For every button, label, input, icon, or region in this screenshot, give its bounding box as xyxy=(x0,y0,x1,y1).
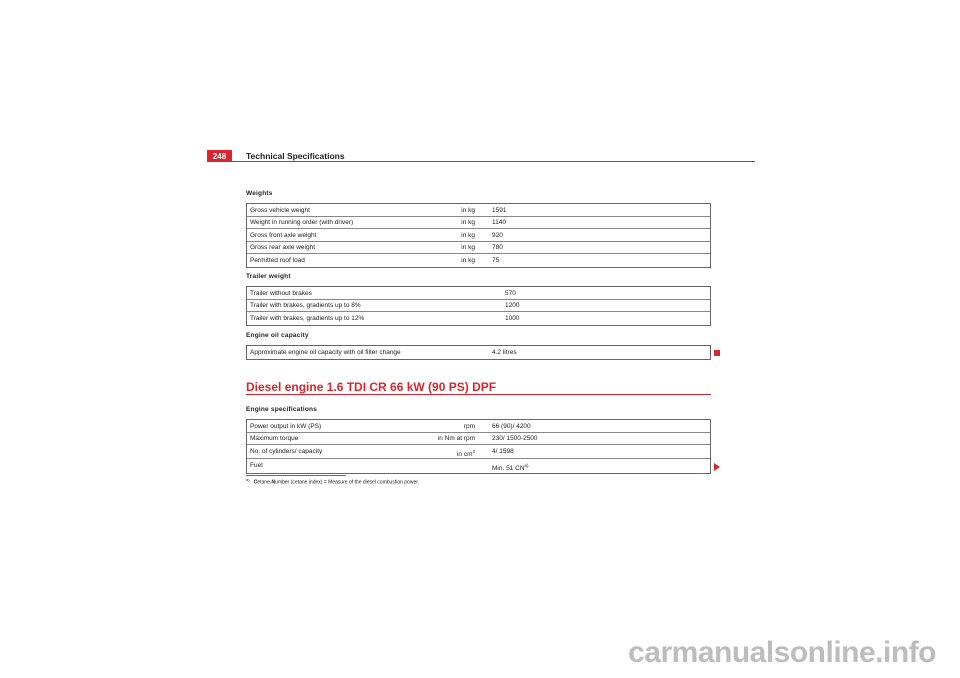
engine-table xyxy=(246,419,711,474)
row-value: 1000 xyxy=(505,314,520,322)
table-row xyxy=(247,217,710,230)
row-value xyxy=(492,463,529,472)
row-value: 570 xyxy=(505,289,516,297)
section-title: Technical Specifications xyxy=(246,151,345,161)
row-value: 1140 xyxy=(492,219,506,226)
value-text: Min. 51 CN xyxy=(492,465,525,473)
row-value: 66 (90)/ 4200 xyxy=(492,422,531,430)
row-label: Gross rear axle weight xyxy=(250,244,316,251)
footnote-etane: etane- xyxy=(257,479,272,486)
row-unit xyxy=(457,449,475,458)
footnote-marker: a) xyxy=(246,477,250,482)
row-label: Gross vehicle weight xyxy=(250,206,310,214)
oil-table xyxy=(246,345,711,360)
trailer-heading: Trailer weight xyxy=(246,273,291,280)
row-value: 920 xyxy=(492,231,503,239)
row-unit: in kg xyxy=(461,206,475,214)
table-row xyxy=(247,254,710,267)
engine-title-divider xyxy=(246,394,711,395)
row-label: Trailer with brakes, gradients up to 12% xyxy=(250,314,365,322)
row-value: 1200 xyxy=(505,302,520,309)
row-unit: in kg xyxy=(461,231,475,239)
row-label: Gross front axle weight xyxy=(250,231,317,239)
footnote xyxy=(246,477,419,486)
table-row xyxy=(247,300,710,313)
footnote-n: N xyxy=(271,479,276,486)
oil-heading: Engine oil capacity xyxy=(246,332,309,339)
header-divider xyxy=(207,161,755,162)
row-unit: in kg xyxy=(461,256,475,264)
table-row xyxy=(247,433,710,446)
watermark: carmanualsonline.info xyxy=(628,636,936,669)
engine-spec-heading: Engine specifications xyxy=(246,406,318,413)
row-value: 1591 xyxy=(492,206,507,214)
row-label: Approximate engine oil capacity with oil filter change xyxy=(250,348,401,356)
table-row xyxy=(247,287,710,300)
footnote-text: umber (cetane index) = Measure of the diesel combustion power. xyxy=(275,479,419,486)
unit-superscript: 3 xyxy=(472,449,475,454)
table-row xyxy=(247,312,710,325)
row-unit: in Nm at rpm xyxy=(437,435,475,442)
row-unit: rpm xyxy=(463,422,475,430)
table-row xyxy=(247,420,710,433)
table-row xyxy=(247,204,710,217)
table-row xyxy=(247,346,710,359)
weights-heading: Weights xyxy=(246,190,273,197)
row-value: 780 xyxy=(492,244,503,251)
weights-table xyxy=(246,203,711,268)
table-row xyxy=(247,459,710,473)
row-value: 4.2 litres xyxy=(492,348,517,356)
footnote-divider xyxy=(246,475,346,476)
row-label: Fuel xyxy=(250,461,263,469)
row-value: 230/ 1500-2500 xyxy=(492,435,538,442)
row-label: Permitted roof load xyxy=(250,256,305,264)
row-label: Weight in running order (with driver) xyxy=(250,219,354,226)
row-label: No. of cylinders/ capacity xyxy=(250,447,323,455)
unit-text: in cm xyxy=(456,451,473,459)
row-label: Maximum torque xyxy=(250,435,299,442)
row-label: Power output in kW (PS) xyxy=(250,422,322,430)
engine-title: Diesel engine 1.6 TDI CR 66 kW (90 PS) DPF xyxy=(246,380,497,394)
trailer-table xyxy=(246,286,711,326)
row-label: Trailer with brakes, gradients up to 8% xyxy=(250,302,361,309)
row-unit: in kg xyxy=(461,244,475,251)
row-value: 4/ 1598 xyxy=(492,447,514,455)
table-row xyxy=(247,242,710,255)
continue-arrow-icon xyxy=(714,463,720,471)
table-row xyxy=(247,229,710,242)
section-end-marker-icon xyxy=(714,350,720,356)
page-number: 248 xyxy=(207,150,232,162)
table-row xyxy=(247,445,710,459)
row-label: Trailer without brakes xyxy=(250,289,312,297)
row-value: 75 xyxy=(492,256,500,264)
footnote-reference: a) xyxy=(524,463,529,468)
row-unit: in kg xyxy=(461,219,475,226)
footnote-c: C xyxy=(253,479,258,486)
